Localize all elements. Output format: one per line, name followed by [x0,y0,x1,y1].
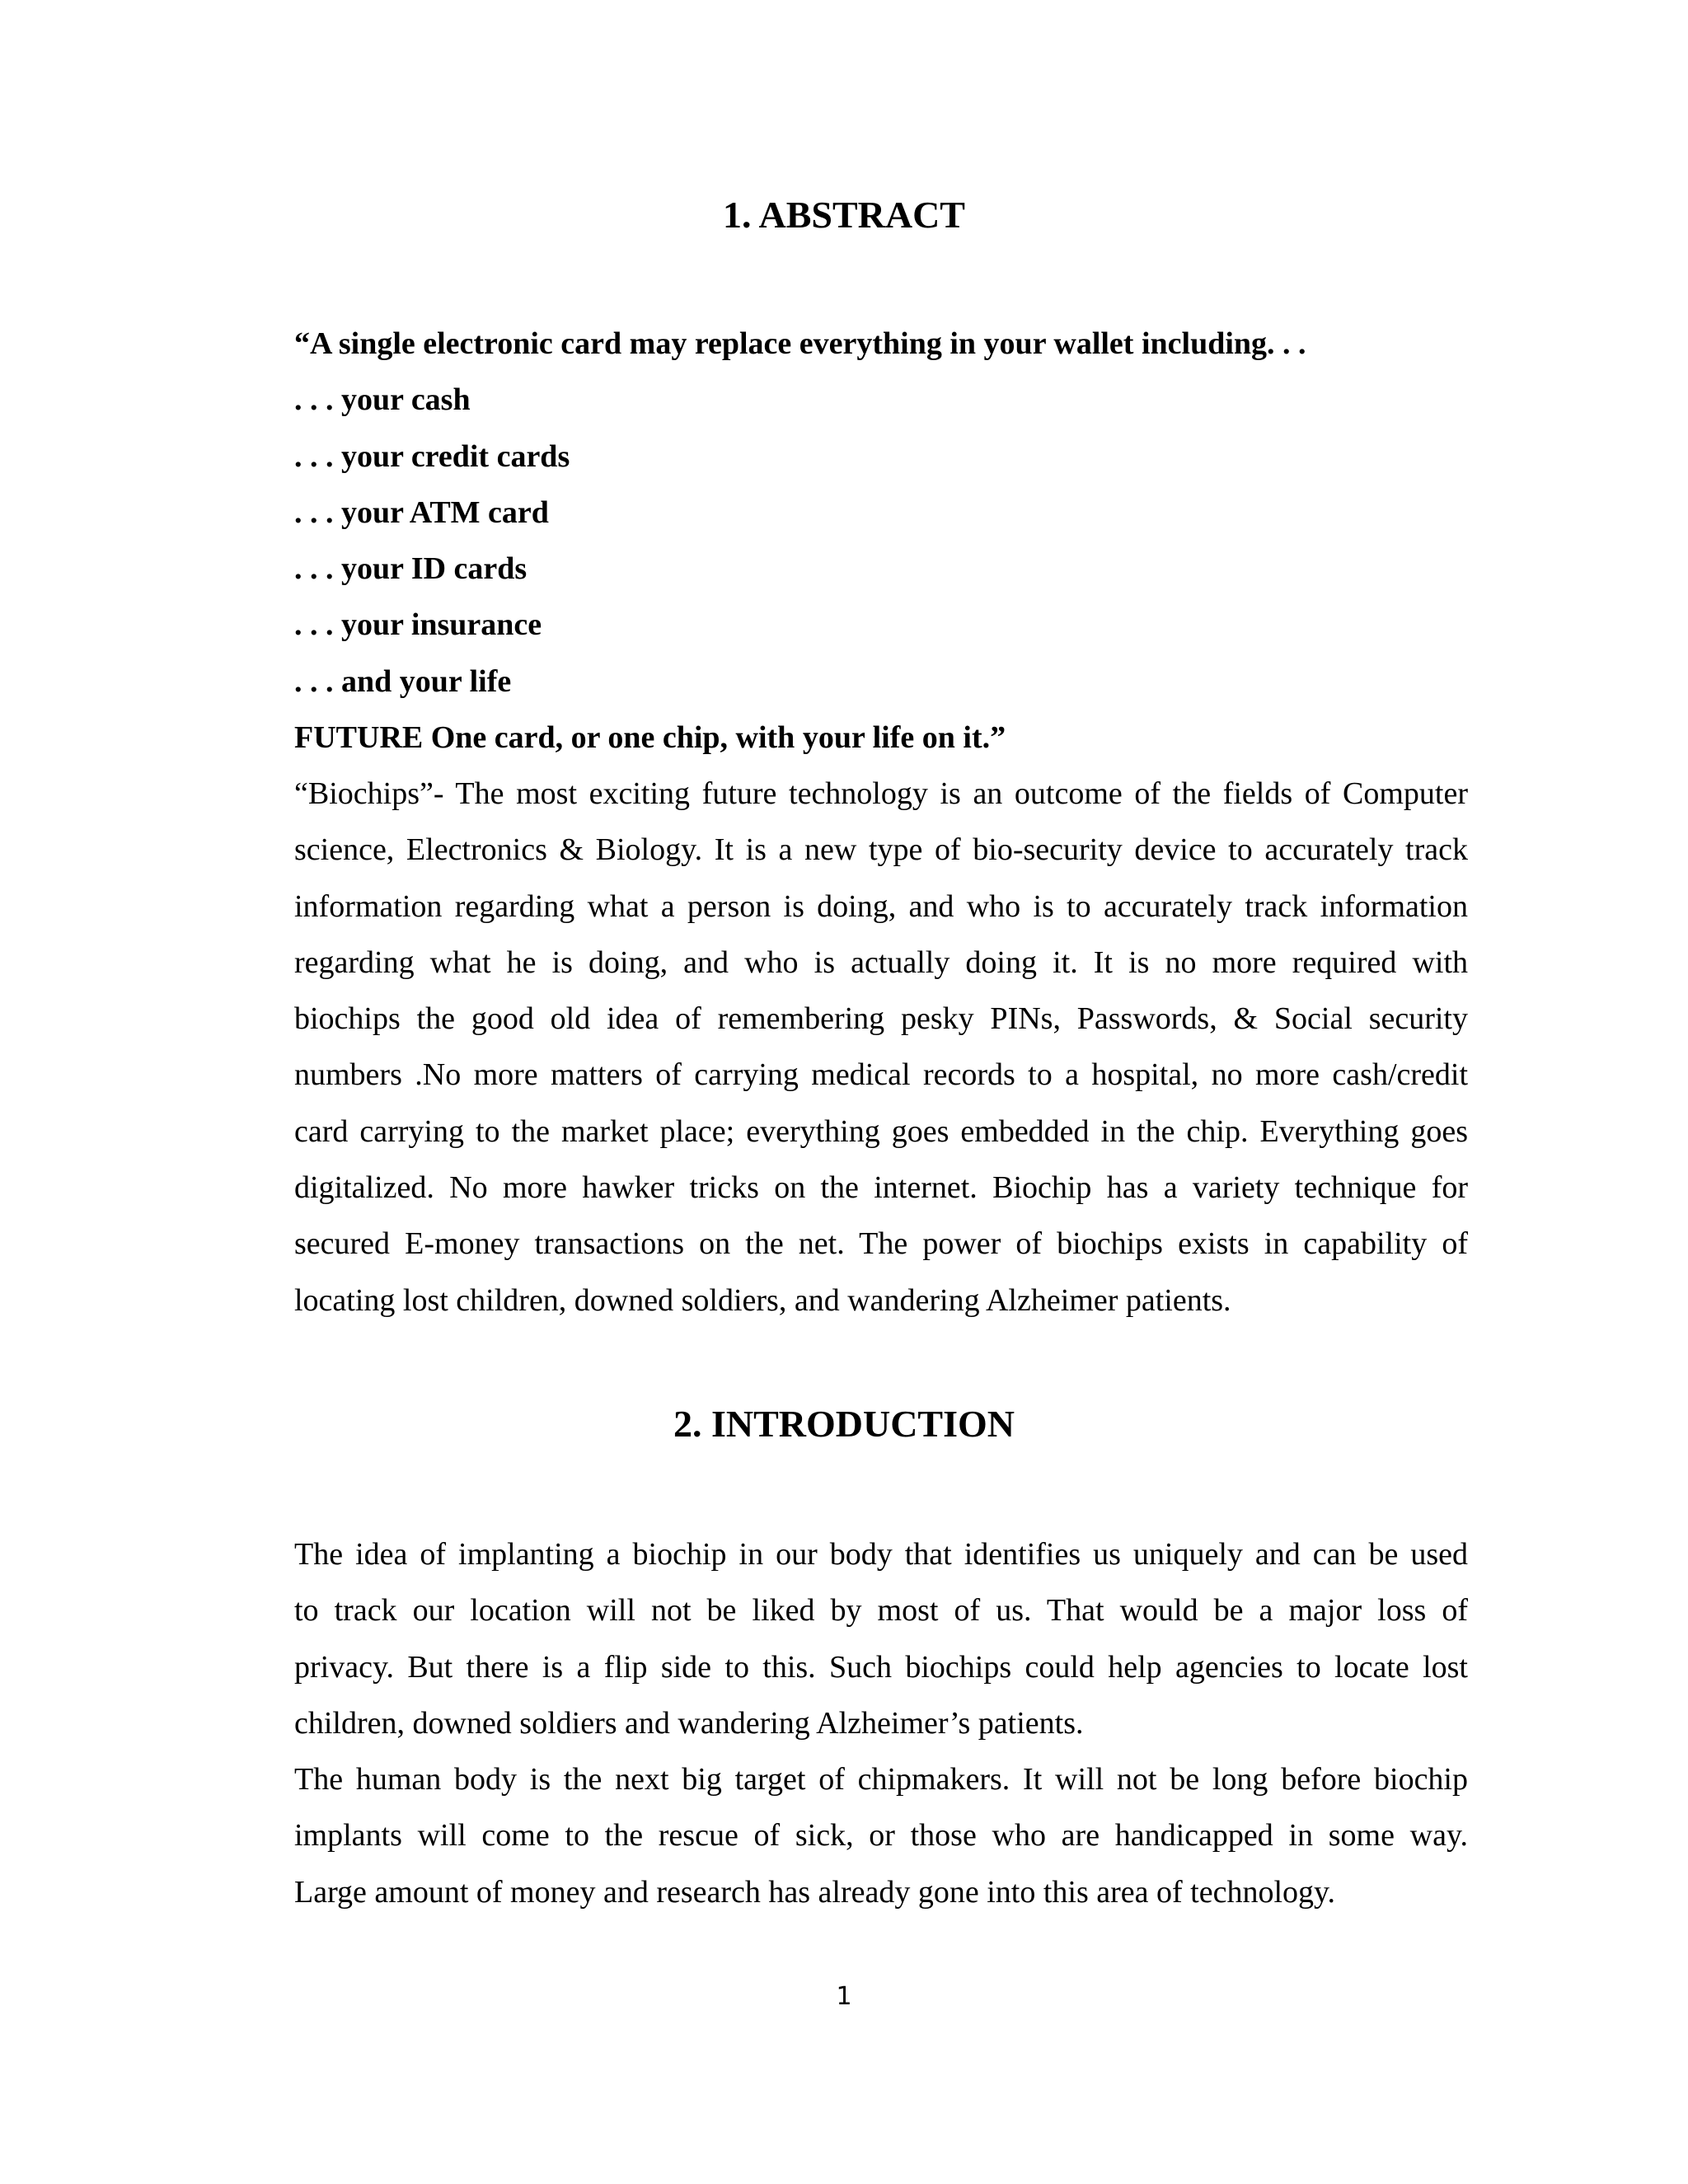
body-line: children, downed soldiers and wandering Alzheimer’s patients. [294,1705,1084,1741]
body-line: information regarding what a person is doing, and who is to accurately track information [294,888,1468,924]
quote-line: . . . and your life [294,663,512,699]
body-line: secured E-money transactions on the net. The power of biochips exists in capability of [294,1226,1468,1262]
abstract-heading: 1. ABSTRACT [723,194,965,236]
body-line: privacy. But there is a flip side to this. Such biochips could help agencies to locate lost [294,1649,1468,1685]
introduction-heading: 2. INTRODUCTION [673,1403,1015,1445]
body-line: “Biochips”- The most exciting future technology is an outcome of the fields of Computer [294,776,1468,811]
abstract-body [294,766,1468,1329]
body-line: digitalized. No more hawker tricks on the internet. Biochip has a variety technique for [294,1170,1468,1206]
body-line: The idea of implanting a biochip in our body that identifies us uniquely and can be used [294,1537,1468,1572]
body-line: locating lost children, downed soldiers, and wandering Alzheimer patients. [294,1282,1231,1318]
quote-line: . . . your credit cards [294,438,570,474]
body-line: card carrying to the market place; everything goes embedded in the chip. Everything goes [294,1113,1468,1149]
body-line: regarding what he is doing, and who is actually doing it. It is no more required with [294,944,1468,980]
quote-line: FUTURE One card, or one chip, with your life on it.” [294,720,1006,756]
quote-line: . . . your insurance [294,607,542,643]
body-line: Large amount of money and research has already gone into this area of technology. [294,1874,1336,1910]
page-number: 1 [836,1982,852,2011]
body-line: science, Electronics & Biology. It is a new type of bio-security device to accurately track [294,832,1468,868]
body-line: to track our location will not be liked by most of us. That would be a major loss of [294,1593,1468,1629]
quote-line: “A single electronic card may replace everything in your wallet including. . . [294,326,1306,361]
quote-line: . . . your ATM card [294,494,549,530]
body-line: biochips the good old idea of remembering pesky PINs, Passwords, & Social security [294,1001,1468,1037]
abstract-quote [294,316,1468,766]
body-line: implants will come to the rescue of sick, or those who are handicapped in some way. [294,1818,1468,1854]
body-line: numbers .No more matters of carrying medical records to a hospital, no more cash/credit [294,1057,1468,1093]
introduction-paragraph-2 [294,1751,1468,1920]
quote-line: . . . your ID cards [294,551,528,587]
body-line: The human body is the next big target of chipmakers. It will not be long before biochip [294,1762,1468,1797]
quote-line: . . . your cash [294,382,471,418]
introduction-paragraph-1 [294,1526,1468,1751]
